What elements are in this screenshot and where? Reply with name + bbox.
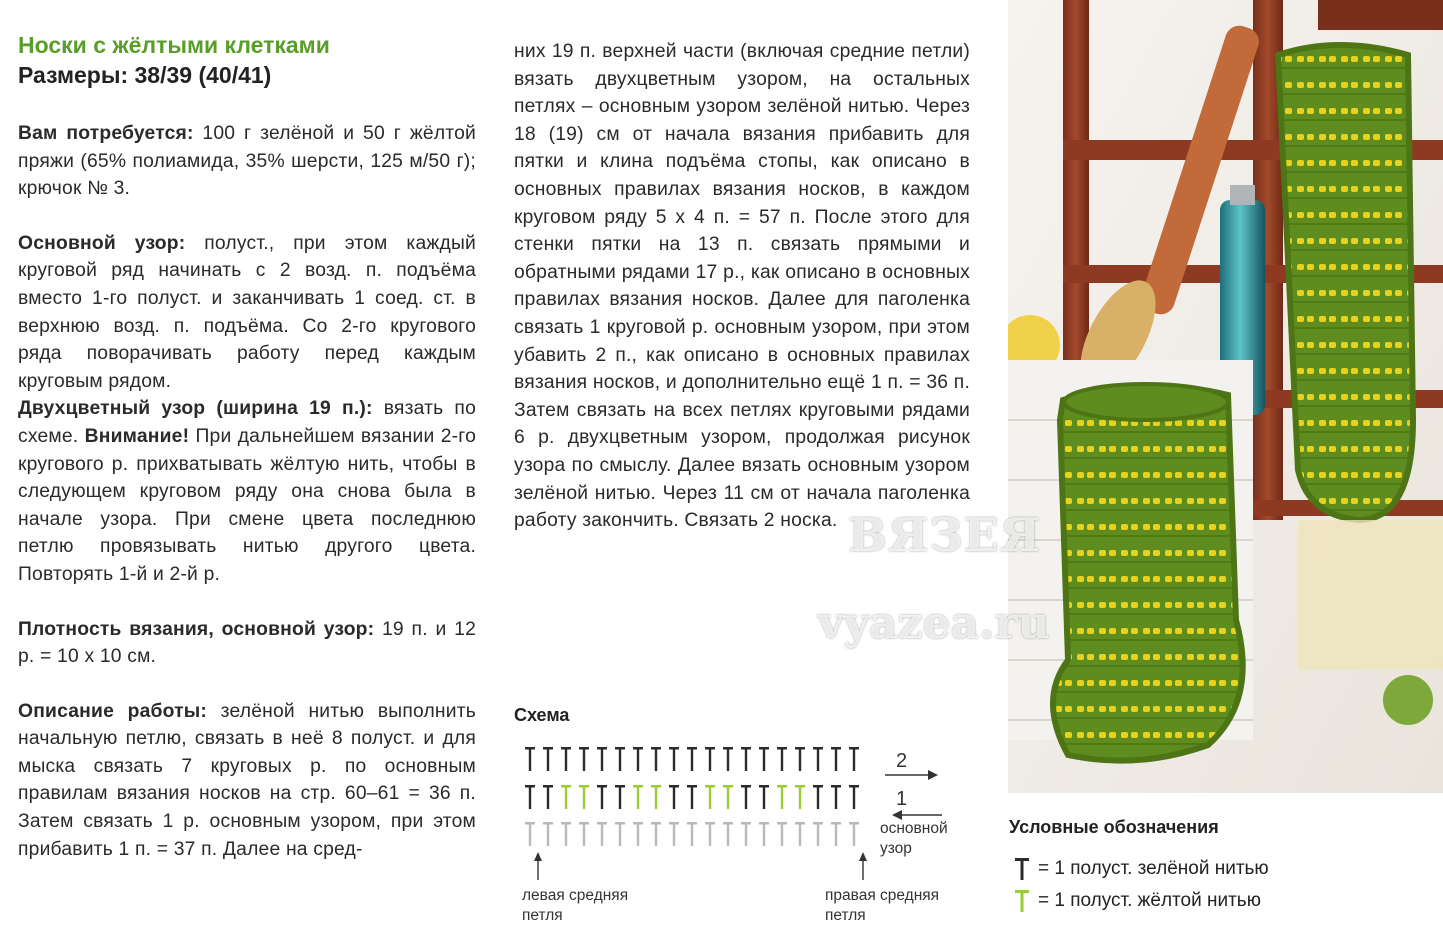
legend-title: Условные обозначения	[1009, 817, 1219, 837]
stitch-row2-0	[525, 747, 535, 771]
two-color-text-2: При дальнейшем вязании 2-го кругового р. прихватывать жёлтую нить, чтобы в следующем круговом ряду она снова была в начале узора. При смене цвета последнюю петлю провязывать нитью другого цвета. Повторять 1-й и 2-й р.	[18, 425, 476, 585]
stitch-row2-18	[849, 747, 859, 771]
stitch-base-4	[597, 822, 607, 846]
row-1-label: 1	[896, 788, 908, 810]
stitch-row1-15	[795, 785, 805, 809]
stitch-base-6	[633, 822, 643, 846]
stitch-base-15	[795, 822, 805, 846]
description-text: зелёной нитью выполнить начальную петлю, связать в неё 8 полуст. и для мыска связать 7 круговых р. по основным правилам вязания носков на стр. 60–61 = 36 п. Затем связать 1 р. основным узором, при этом прибавить 1 п. = 37 п. Далее на сред-	[18, 700, 476, 860]
stitch-row2-16	[813, 747, 823, 771]
density-label: Плотность вязания, основной узор:	[18, 618, 375, 640]
stitch-base-5	[615, 822, 625, 846]
stitch-base-16	[813, 822, 823, 846]
stitch-base-3	[579, 822, 589, 846]
materials-paragraph	[18, 120, 476, 203]
watermark-url: vyazea.ru	[818, 598, 1050, 649]
stitch-row2-15	[795, 747, 805, 771]
stitch-row2-9	[687, 747, 697, 771]
left-middle-arrow	[534, 852, 542, 880]
description-label: Описание работы:	[18, 700, 208, 722]
middle-column	[514, 38, 970, 535]
left-middle-label-1: левая средняя	[522, 887, 629, 904]
left-middle-label-2: петля	[522, 907, 563, 924]
stitch-row2-7	[651, 747, 661, 771]
stitch-base-11	[723, 822, 733, 846]
continuation-paragraph: них 19 п. верхней части (включая средние петли) вязать двухцветным узором, на остальных петлях – основным узором зелёной нитью. Через 18 (19) см от начала вязания прибавить для пятки и клина подъёма стопы, как описано в основных правилах вязания носков, в каждом круговом ряду 5 х 4 п. = 57 п. После этого для стенки пятки на 13 п. связать прямыми и обратными рядами 17 р., как описано в основных правилах вязания носков. Далее для паголенка связать 1 круговой р. основным узором, при этом убавить 2 п., как описано в основных правилах вязания носков, и дополнительно ещё 1 п. = 36 п. Затем связать на всех петлях круговыми рядами 6 р. двухцветным узором, продолжая рисунок узора по смыслу. Далее вязать основным узором зелёной нитью. Через 11 см от начала паголенка работу закончить. Связать 2 носка.	[514, 41, 970, 532]
stitch-row2-4	[597, 747, 607, 771]
stitch-row2-11	[723, 747, 733, 771]
stitch-base-0	[525, 822, 535, 846]
watermark-logo: ВЯЗЕЯ	[848, 508, 1042, 562]
stitch-row2-17	[831, 747, 841, 771]
base-pattern-text: полуст., при этом каждый круговой ряд начинать с 2 возд. п. подъёма вместо 1-го полуст. и заканчивать 1 соед. ст. в верхнюю возд. п. подъёма. Со 2-го кругового ряда поворачивать работу перед каждым круговым рядом.	[18, 232, 476, 392]
stitch-row2-14	[777, 747, 787, 771]
legend-yellow-text: = 1 полуст. жёлтой нитью	[1038, 890, 1261, 911]
stitch-base-7	[651, 822, 661, 846]
stitch-row2-13	[759, 747, 769, 771]
stitch-row1-1	[543, 785, 553, 809]
stitch-row1-3	[579, 785, 589, 809]
two-color-paragraph	[18, 395, 476, 588]
stitch-row2-8	[669, 747, 679, 771]
stitch-base-10	[705, 822, 715, 846]
stitch-row2-12	[741, 747, 751, 771]
stitch-row1-16	[813, 785, 823, 809]
stitch-row1-13	[759, 785, 769, 809]
stitch-row1-0	[525, 785, 535, 809]
stitch-row2-10	[705, 747, 715, 771]
socks-photo	[1008, 0, 1443, 793]
legend-green-row	[1014, 856, 1269, 882]
legend-green-text: = 1 полуст. зелёной нитью	[1038, 858, 1269, 879]
stitch-row1-2	[561, 785, 571, 809]
scheme-row-1	[525, 785, 859, 809]
stitch-row1-4	[597, 785, 607, 809]
stitch-base-17	[831, 822, 841, 846]
stitch-row2-5	[615, 747, 625, 771]
stitch-base-8	[669, 822, 679, 846]
right-middle-arrow	[859, 852, 867, 880]
row-1-arrow	[892, 810, 942, 820]
stitch-row1-14	[777, 785, 787, 809]
base-pattern-label-2: узор	[880, 840, 912, 857]
base-pattern-label: Основной узор:	[18, 232, 186, 254]
scheme-chart	[520, 735, 970, 935]
right-middle-label-1: правая средняя	[825, 887, 940, 904]
stitch-row2-1	[543, 747, 553, 771]
stitch-base-9	[687, 822, 697, 846]
stitch-row1-5	[615, 785, 625, 809]
stitch-row1-6	[633, 785, 643, 809]
green-stitch-icon	[1014, 856, 1030, 882]
density-paragraph	[18, 616, 476, 671]
materials-label: Вам потребуется:	[18, 123, 194, 144]
two-color-text-1: вязать по схеме.	[18, 398, 476, 447]
stitch-row2-6	[633, 747, 643, 771]
base-pattern-label-1: основной	[880, 820, 948, 837]
stitch-base-2	[561, 822, 571, 846]
stitch-row1-7	[651, 785, 661, 809]
stitch-base-1	[543, 822, 553, 846]
two-color-label: Двухцветный узор (ширина 19 п.):	[18, 398, 373, 420]
scheme-row-base	[525, 822, 859, 846]
stitch-row1-8	[669, 785, 679, 809]
sizes-line: Размеры: 38/39 (40/41)	[18, 62, 272, 88]
stitch-row2-3	[579, 747, 589, 771]
stitch-row1-11	[723, 785, 733, 809]
stitch-row1-12	[741, 785, 751, 809]
description-paragraph	[18, 698, 476, 864]
scheme-row-2	[525, 747, 859, 771]
right-middle-label-2: петля	[825, 907, 866, 924]
row-2-label: 2	[896, 750, 908, 772]
legend-yellow-row	[1014, 888, 1261, 914]
stitch-row2-2	[561, 747, 571, 771]
row-2-arrow	[885, 770, 938, 780]
stitch-base-18	[849, 822, 859, 846]
stitch-base-12	[741, 822, 751, 846]
materials-text: 100 г зелёной и 50 г жёлтой пряжи (65% полиамида, 35% шерсти, 125 м/50 г); крючок № 3.	[18, 123, 476, 200]
stitch-row1-17	[831, 785, 841, 809]
scheme-title: Схема	[514, 705, 570, 725]
stitch-row1-9	[687, 785, 697, 809]
stitch-row1-18	[849, 785, 859, 809]
stitch-base-14	[777, 822, 787, 846]
density-text: 19 п. и 12 р. = 10 х 10 см.	[18, 618, 476, 668]
yellow-stitch-icon	[1014, 888, 1030, 914]
stitch-base-13	[759, 822, 769, 846]
article-title: Носки с жёлтыми клетками	[18, 32, 330, 58]
base-pattern-paragraph	[18, 230, 476, 396]
stitch-row1-10	[705, 785, 715, 809]
left-column	[18, 30, 476, 890]
warning-label: Внимание!	[84, 425, 190, 447]
